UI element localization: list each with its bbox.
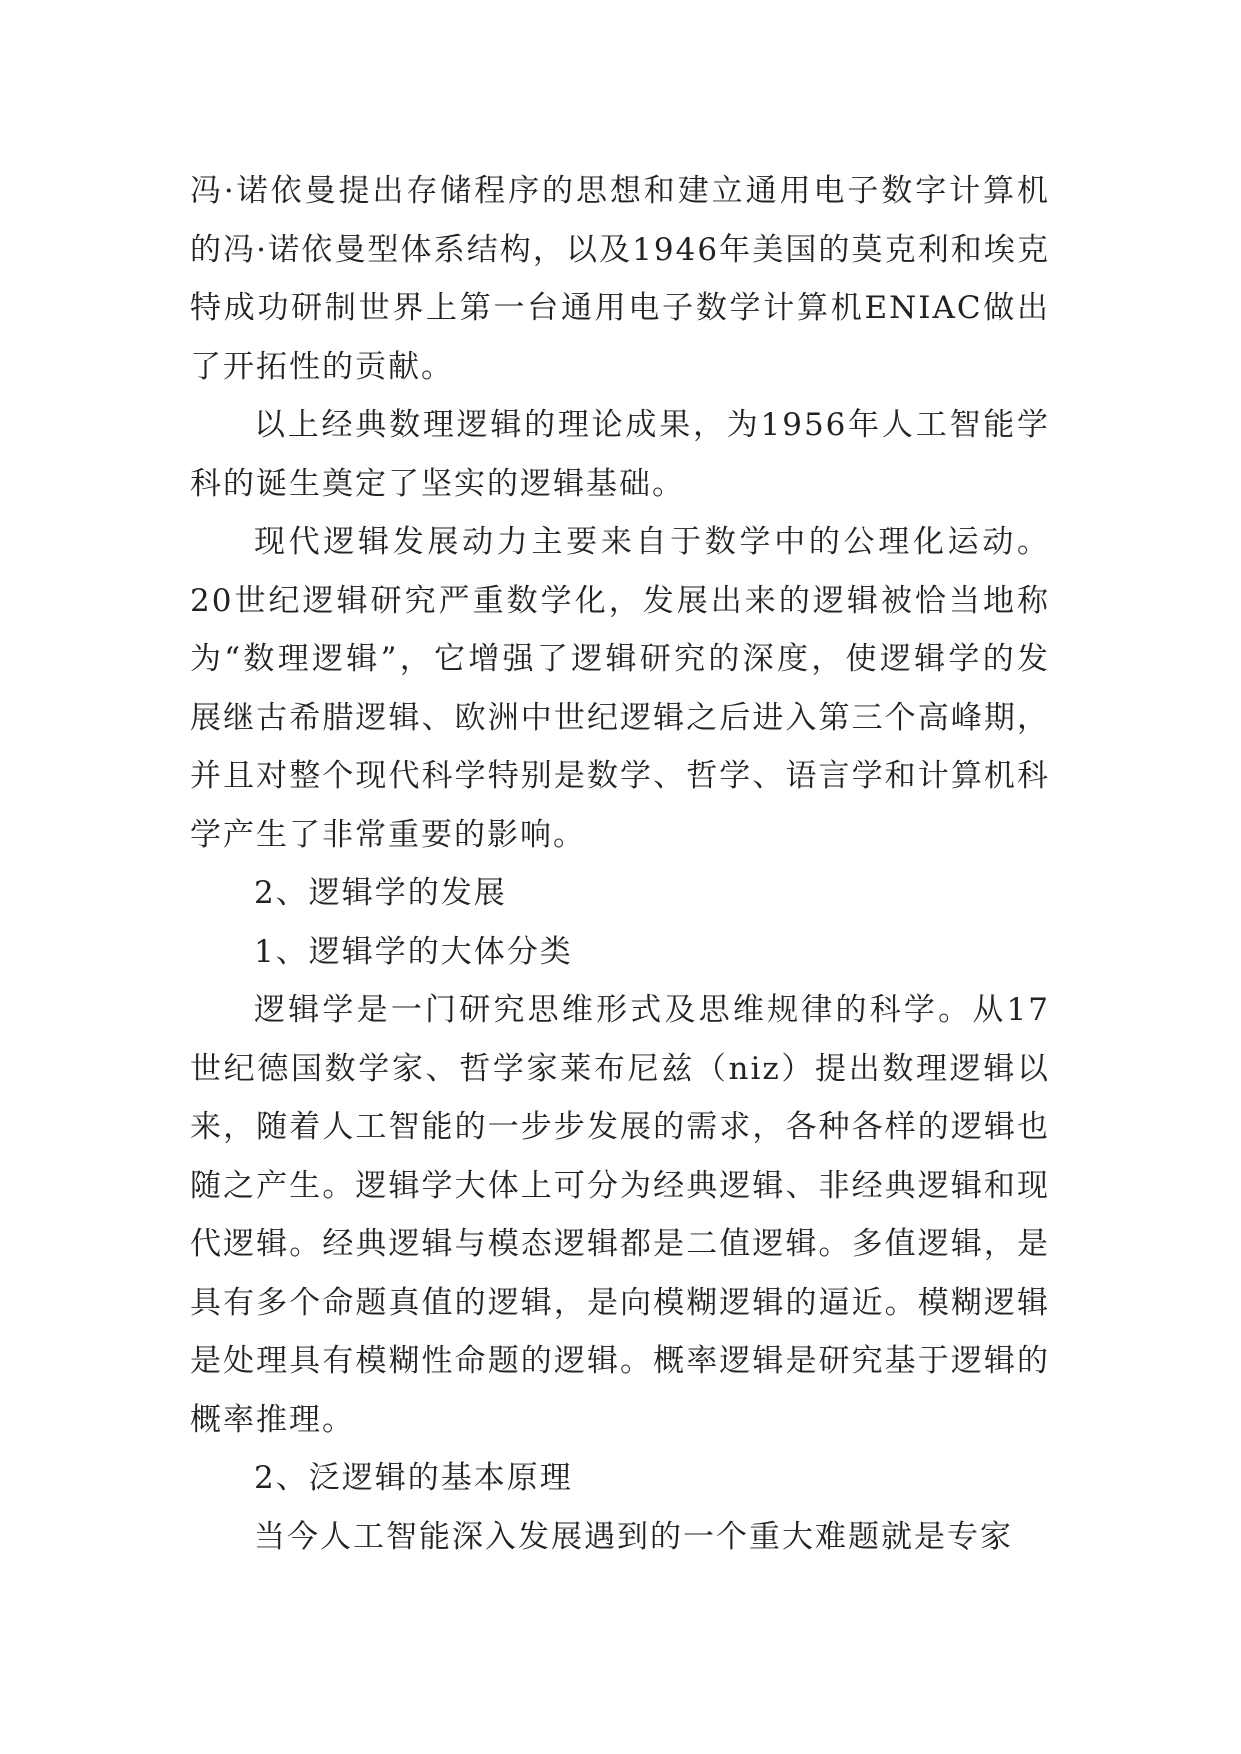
paragraph-modern-logic: 现代逻辑发展动力主要来自于数学中的公理化运动。20世纪逻辑研究严重数学化，发展出来的逻辑被恰当地称为“数理逻辑”，它增强了逻辑研究的深度，使逻辑学的发展继古希腊逻辑、欧洲中世纪逻辑之后进入第三个高峰期，并且对整个现代科学特别是数学、哲学、语言学和计算机科学产生了非常重要的影响。 [190,524,1050,853]
paragraph-logic-classification: 逻辑学是一门研究思维形式及思维规律的科学。从17世纪德国数学家、哲学家莱布尼兹（niz）提出数理逻辑以来，随着人工智能的一步步发展的需求，各种各样的逻辑也随之产生。逻辑学大体上可分为经典逻辑、非经典逻辑和现代逻辑。经典逻辑与模态逻辑都是二值逻辑。多值逻辑，是具有多个命题真值的逻辑，是向模糊逻辑的逼近。模糊逻辑是处理具有模糊性命题的逻辑。概率逻辑是研究基于逻辑的概率推理。 [190,992,1050,1438]
document-body [190,162,1050,1566]
paragraph-logic-foundation: 以上经典数理逻辑的理论成果，为1956年人工智能学科的诞生奠定了坚实的逻辑基础。 [190,407,1050,502]
paragraph-ai-challenge: 当今人工智能深入发展遇到的一个重大难题就是专家 [254,1518,1013,1555]
section-heading-logic-development: 2、逻辑学的发展 [254,875,507,911]
subsection-heading-universal-logic: 2、泛逻辑的基本原理 [254,1460,573,1496]
paragraph-von-neumann: 冯·诺依曼提出存储程序的思想和建立通用电子数字计算机的冯·诺依曼型体系结构，以及1946年美国的莫克利和埃克特成功研制世界上第一台通用电子数学计算机ENIAC做出了开拓性的贡献。 [190,173,1050,385]
subsection-heading-logic-classification: 1、逻辑学的大体分类 [254,933,573,970]
